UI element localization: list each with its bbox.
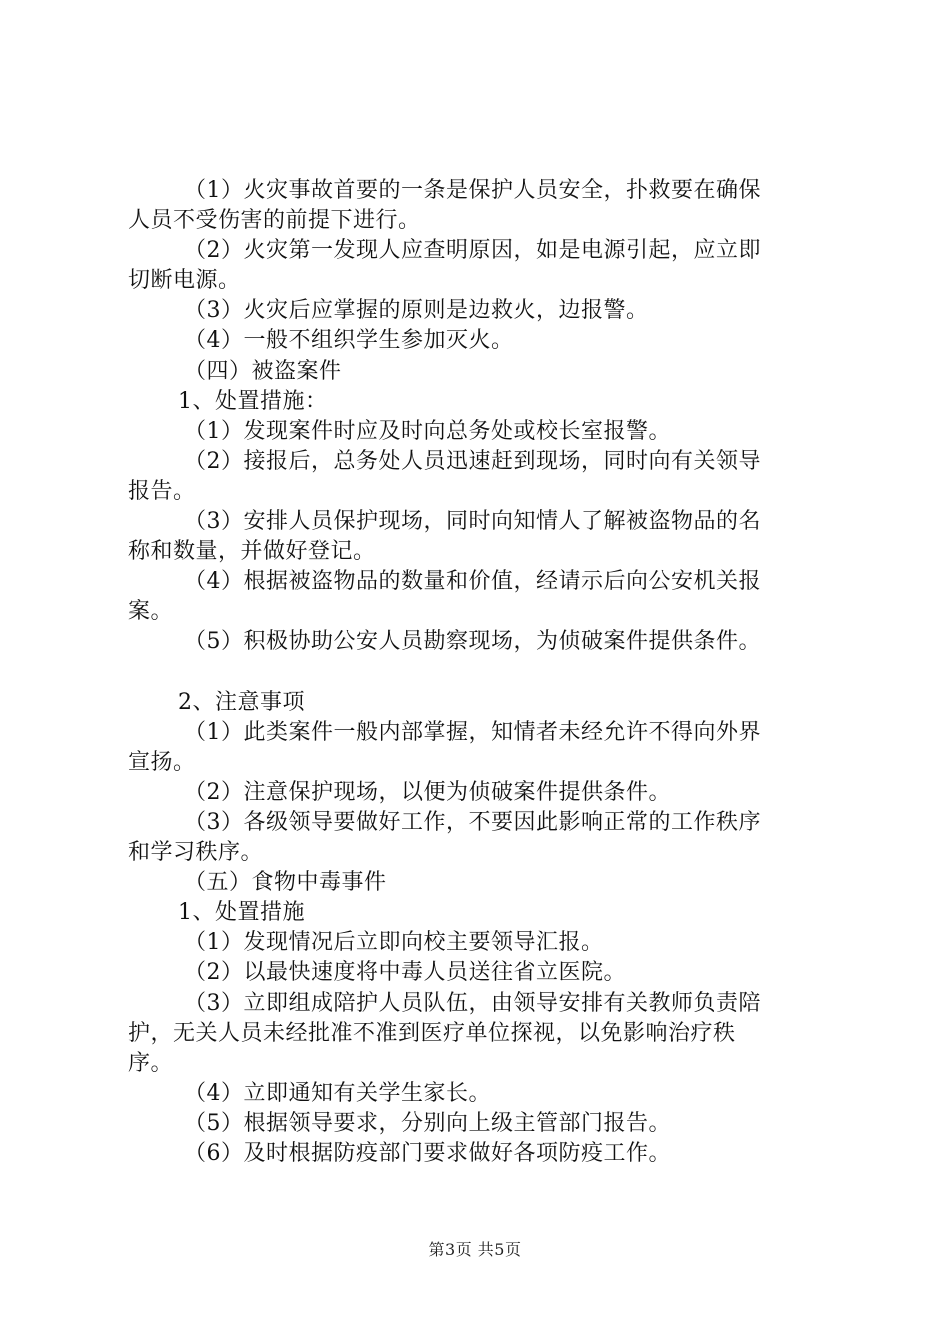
paragraph-line: （3）各级领导要做好工作，不要因此影响正常的工作秩序 — [184, 809, 761, 835]
paragraph-line: （5）根据领导要求，分别向上级主管部门报告。 — [184, 1110, 671, 1136]
paragraph-line: （5）积极协助公安人员勘察现场，为侦破案件提供条件。 — [184, 629, 761, 655]
paragraph-line: 称和数量，并做好登记。 — [128, 539, 376, 565]
paragraph-line: （2）火灾第一发现人应查明原因，如是电源引起，应立即 — [184, 238, 761, 264]
paragraph-line: （3）立即组成陪护人员队伍，由领导安排有关教师负责陪 — [184, 990, 761, 1016]
paragraph-line: （4）根据被盗物品的数量和价值，经请示后向公安机关报 — [184, 569, 761, 595]
paragraph-line: （3）安排人员保护现场，同时向知情人了解被盗物品的名 — [184, 509, 761, 535]
paragraph-line: 报告。 — [128, 478, 196, 504]
page-footer — [0, 1238, 950, 1262]
subsection-heading: 1、处置措施 — [178, 900, 305, 926]
page-number-label: 第3页 共5页 — [428, 1240, 522, 1259]
paragraph-line: 和学习秩序。 — [128, 840, 264, 866]
paragraph-line: 案。 — [128, 599, 174, 625]
paragraph-line: （4）一般不组织学生参加灭火。 — [184, 328, 514, 354]
paragraph-line: 序。 — [128, 1050, 174, 1076]
subsection-heading: 1、处置措施： — [178, 388, 328, 414]
paragraph-line: 宣扬。 — [128, 749, 196, 775]
subsection-heading: 2、注意事项 — [178, 689, 305, 715]
paragraph-line: （2）注意保护现场，以便为侦破案件提供条件。 — [184, 779, 671, 805]
blank-line — [128, 658, 836, 688]
paragraph-line: 切断电源。 — [128, 268, 241, 294]
paragraph-line: （2）以最快速度将中毒人员送往省立医院。 — [184, 960, 626, 986]
paragraph-line: （2）接报后，总务处人员迅速赶到现场，同时向有关领导 — [184, 448, 761, 474]
paragraph-line: （3）火灾后应掌握的原则是边救火，边报警。 — [184, 298, 649, 324]
section-heading: （四）被盗案件 — [184, 358, 342, 384]
paragraph-line: （4）立即通知有关学生家长。 — [184, 1080, 491, 1106]
paragraph-line: （1）发现情况后立即向校主要领导汇报。 — [184, 930, 604, 956]
section-heading: （五）食物中毒事件 — [184, 870, 387, 896]
paragraph-line: （1）此类案件一般内部掌握，知情者未经允许不得向外界 — [184, 719, 761, 745]
paragraph-line: 人员不受伤害的前提下进行。 — [128, 208, 421, 234]
paragraph-line: （6）及时根据防疫部门要求做好各项防疫工作。 — [184, 1141, 671, 1166]
paragraph-line: （1）火灾事故首要的一条是保护人员安全，扑救要在确保 — [184, 178, 761, 203]
paragraph-line: 护，无关人员未经批准不准到医疗单位探视，以免影响治疗秩 — [128, 1020, 736, 1046]
paragraph-line: （1）发现案件时应及时向总务处或校长室报警。 — [184, 418, 671, 444]
document-body — [128, 176, 836, 1169]
